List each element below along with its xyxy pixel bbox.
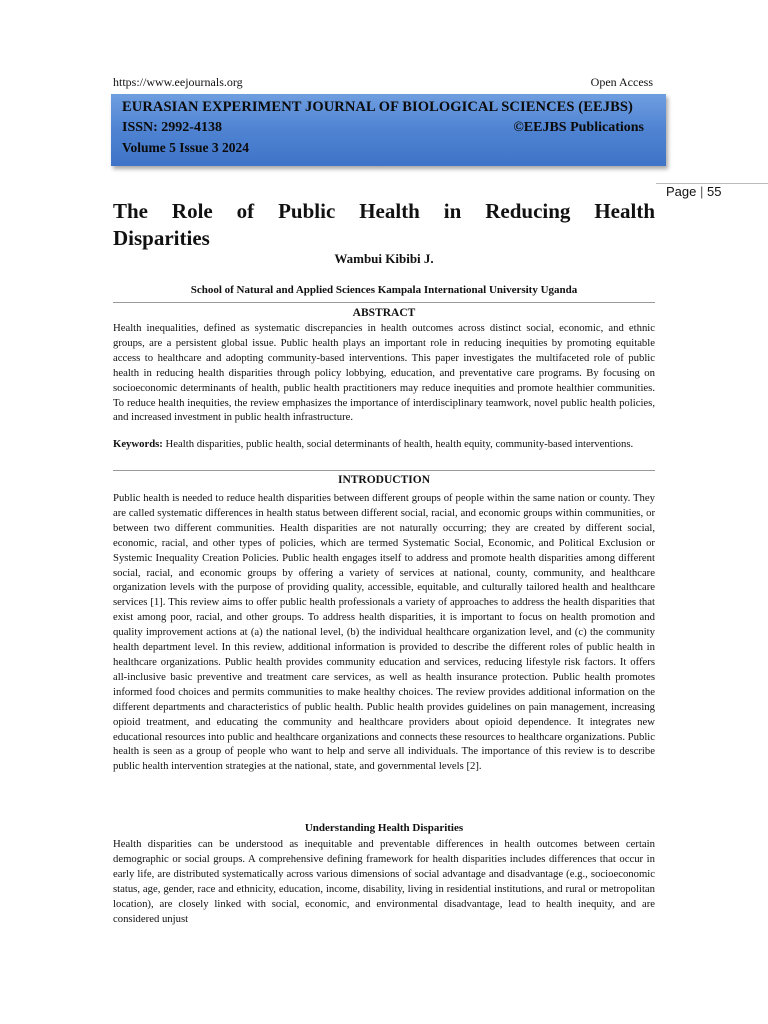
divider xyxy=(113,302,655,303)
page-label: Page xyxy=(666,184,697,199)
keywords-label: Keywords: xyxy=(113,438,163,450)
introduction-heading: INTRODUCTION xyxy=(337,474,430,486)
introduction-text: Public health is needed to reduce health disparities between different groups of people within the same nation or county. They are called systematic differences in health status between different social, racial, and economic groups within communities, or between two different communities. Health disparities are not naturally occurring; they are created by different social, economic, racial, and other types of policies, which are termed Systematic Social, Economic, and Political Exclusion or Systemic Inequality Creation Policies. Public health engages itself to address and promote health disparities among different social, racial, and economic groups by offering a variety of services at national, county, community, and healthcare organization levels with the purpose of providing quality, accessible, equitable, and culturally tailored health and healthcare services [1]. This review aims to offer public health professionals a variety of approaches to address the health disparities that exist among poor, racial, and other groups. To address health disparities, it is important to focus on health promotion and quality improvement actions at (a) the national level, (b) the individual healthcare organization level, and (c) the community health department level. In this review, additional information is provided to describe the different roles of public health in healthcare organizations. Public health provides community education and services, reducing lifestyle risk factors. It offers all-inclusive basic preventive and treatment care services, as well as health insurance protection. Public health promotes informed food choices and permits communities to make healthy choices. The review provides additional information on the different departments and characteristics of public health. Public health provides guidelines on pain management, increasing opioid treatment, and educating the community and healthcare providers about opioid dependence. It integrates new educational resources into public and healthcare organizations and connects these resources to healthcare organizations. Public health is seen as a group of people who want to help and serve all individuals. The importance of this review is to describe public health intervention strategies at the national, state, and governmental levels [2]. xyxy=(113,492,655,773)
keywords-text: Health disparities, public health, social determinants of health, health equity, community-based interventions. xyxy=(162,438,634,450)
journal-banner xyxy=(111,94,666,166)
publisher: ©EEJBS Publications xyxy=(513,120,644,135)
keywords xyxy=(113,437,655,452)
page-value: 55 xyxy=(707,184,722,199)
author-name: Wambui Kibibi J. xyxy=(334,251,434,266)
issn: ISSN: 2992-4138 xyxy=(122,120,222,135)
page-separator: | xyxy=(700,184,704,199)
page-header xyxy=(113,75,653,90)
abstract-heading: ABSTRACT xyxy=(352,307,416,319)
journal-url[interactable]: https://www.eejournals.org xyxy=(113,75,243,89)
open-access-label: Open Access xyxy=(590,75,653,89)
volume-issue: Volume 5 Issue 3 2024 xyxy=(122,140,250,155)
section-heading: Understanding Health Disparities xyxy=(304,822,464,834)
divider xyxy=(113,470,655,471)
page-number xyxy=(666,184,721,199)
abstract-text: Health inequalities, defined as systematic discrepancies in health outcomes across distinct social, economic, and ethnic groups, are a persistent global issue. Public health plays an important role in reducing inequities by promoting equitable access to healthcare and adopting community-based interventions. This paper investigates the multifaceted role of public health in reducing health disparities through policy lobbying, education, and preventative care programs. By focusing on socioeconomic determinants of health, public health practitioners may reduce inequities and promote healthier communities. To reduce health inequities, the review emphasizes the importance of interdisciplinary teamwork, novel public health policies, and increased investment in public health infrastructure. xyxy=(113,322,655,424)
author-affiliation: School of Natural and Applied Sciences Kampala International University Uganda xyxy=(190,284,578,296)
article-title: The Role of Public Health in Reducing Health Disparities xyxy=(113,199,655,250)
section-text: Health disparities can be understood as inequitable and preventable differences in health outcomes between certain demographic or social groups. A comprehensive defining framework for health disparities includes differences that occur in early life, are distributed systematically across various dimensions of social advantage and disadvantage (e.g., socioeconomic status, age, gender, race and ethnicity, education, income, disability, living in residential institutions, and rural or metropolitan location), are closely linked with social, economic, and environmental disadvantage, lead to health inequity, and are considered unjust xyxy=(113,838,655,925)
journal-name: EURASIAN EXPERIMENT JOURNAL OF BIOLOGICAL SCIENCES (EEJBS) xyxy=(122,99,633,115)
